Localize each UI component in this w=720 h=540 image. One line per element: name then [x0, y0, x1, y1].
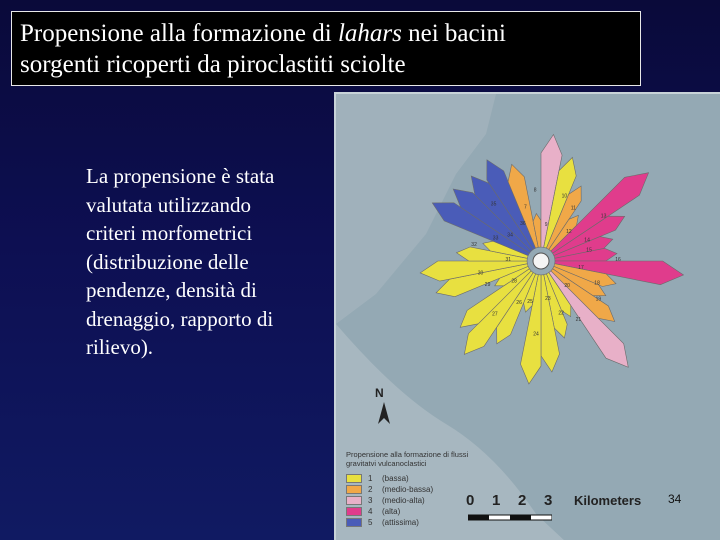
basin-number-label: 31 — [505, 257, 512, 263]
legend-row — [346, 473, 480, 484]
legend-row — [346, 495, 480, 506]
basin-number-label: 17 — [578, 264, 584, 271]
basin-number-label: 11 — [570, 205, 576, 212]
volcano-map-image — [334, 92, 720, 540]
basin-number-label: 26 — [516, 299, 522, 306]
slide-title — [11, 11, 641, 86]
legend-swatch — [346, 507, 362, 516]
legend-swatch — [346, 474, 362, 483]
basin-number-label: 25 — [527, 299, 533, 306]
legend-class-number: 1 — [368, 474, 373, 483]
basin-number-label: 19 — [595, 296, 602, 303]
basin-number-label: 36 — [520, 220, 526, 227]
legend-row — [346, 517, 480, 528]
scale-bar-graphic — [468, 514, 552, 522]
title-line1-start: Propensione alla formazione di — [20, 20, 338, 47]
basin-number-label: 21 — [575, 316, 582, 323]
basin-number-label: 27 — [492, 311, 498, 318]
basin-number-label: 9 — [544, 222, 548, 229]
crater-marker — [533, 253, 549, 269]
basin-number-label: 35 — [490, 201, 497, 208]
basin-number-label: 32 — [471, 242, 477, 249]
scale-tick-label: 0 — [466, 492, 475, 509]
page-number: 34 — [668, 492, 682, 506]
title-line1-end: nei bacini — [401, 20, 507, 47]
basin-number-label: 23 — [545, 296, 551, 303]
basin-number-label: 18 — [594, 280, 600, 287]
legend-swatch — [346, 496, 362, 505]
scale-tick-label: 2 — [518, 492, 527, 509]
title-line2: sorgenti ricoperti da piroclastiti sciolte — [20, 51, 406, 78]
scale-ticks — [466, 492, 641, 510]
scale-tick-label: 3 — [544, 492, 553, 509]
legend-class-label: (medio-bassa) — [382, 485, 434, 494]
legend-swatch — [346, 518, 362, 527]
north-label: N — [375, 386, 384, 400]
basin-number-label: 12 — [566, 229, 572, 236]
legend-class-number: 3 — [368, 496, 373, 505]
basin-number-label: 34 — [507, 232, 513, 239]
basin-number-label: 24 — [533, 331, 539, 338]
legend-class-label: (bassa) — [382, 474, 409, 483]
legend-class-label: (medio-alta) — [382, 496, 425, 505]
basin-number-label: 8 — [533, 187, 537, 194]
basin-number-label: 10 — [561, 193, 568, 200]
basin-number-label: 13 — [600, 213, 607, 220]
scale-bar — [466, 492, 641, 526]
basin-number-label: 22 — [558, 310, 564, 317]
basin-number-label: 16 — [615, 257, 621, 263]
legend-title: Propensione alla formazione di flussi gravitatvi vulcanoclastici — [346, 450, 469, 468]
basin-number-label: 7 — [524, 204, 527, 211]
scale-tick-label: 1 — [492, 492, 501, 509]
legend-row — [346, 506, 480, 517]
title-line1-emphasis: lahars — [337, 20, 402, 47]
basin-number-label: 20 — [564, 283, 570, 289]
legend-class-label: (alta) — [382, 507, 401, 516]
legend-class-label: (attissima) — [382, 518, 419, 527]
legend-swatch — [346, 485, 362, 494]
basin-number-label: 28 — [511, 278, 517, 285]
legend-class-number: 2 — [368, 485, 373, 494]
scale-unit-label: Kilometers — [574, 493, 642, 508]
legend-row — [346, 484, 480, 495]
basin-number-label: 14 — [584, 237, 590, 244]
legend-class-number: 5 — [368, 518, 373, 527]
map-legend — [346, 450, 480, 538]
legend-class-number: 4 — [368, 507, 373, 516]
body-paragraph: La propensione è stata valutata utilizzando criteri morfometrici (distribuzione delle pendenze, densità di drenaggio, rapporto di rilievo). — [86, 164, 275, 359]
basin-number-label: 29 — [484, 282, 491, 288]
basin-number-label: 30 — [477, 270, 484, 277]
basin-number-label: 33 — [492, 235, 499, 242]
basin-number-label: 15 — [586, 247, 592, 254]
